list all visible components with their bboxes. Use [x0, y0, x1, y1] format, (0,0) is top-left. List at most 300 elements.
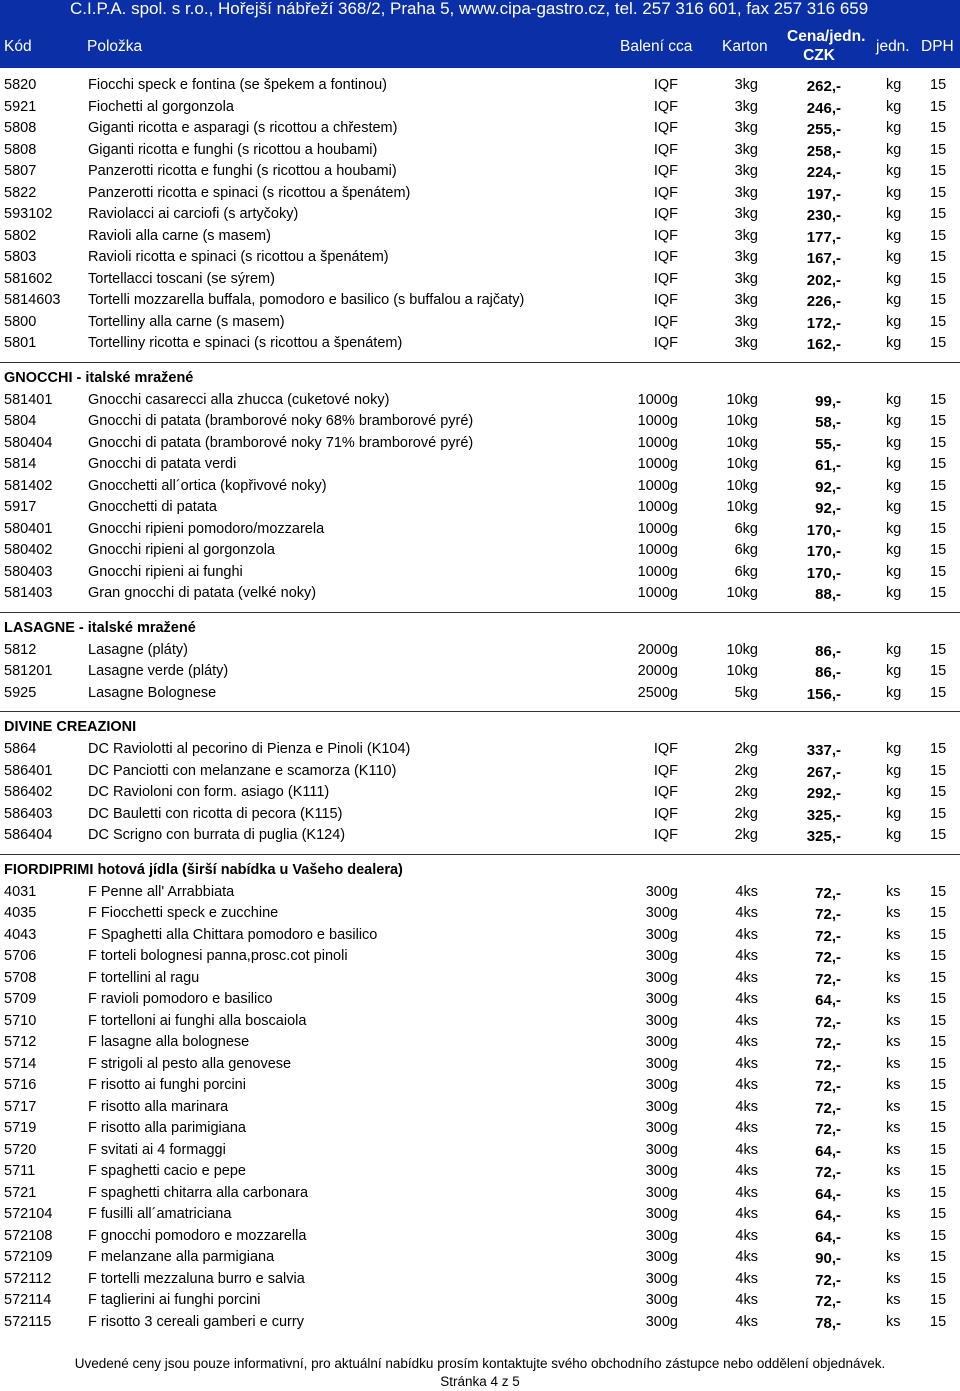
carton-size: 10kg — [726, 391, 758, 408]
carton-size: 4ks — [735, 1227, 758, 1244]
unit: ks — [886, 1098, 901, 1115]
carton-size: 4ks — [735, 1055, 758, 1072]
pack-size: IQF — [653, 741, 678, 757]
company-info: C.I.P.A. spol. s r.o., Hořejší nábřeží 368/2, Praha 5, www.cipa-gastro.cz, tel. 257 316 601, fax 257 316 659 — [70, 0, 869, 18]
pack-size: IQF — [653, 249, 678, 265]
carton-size: 10kg — [726, 585, 758, 601]
product-code: 593102 — [4, 206, 53, 222]
product-name: F Spaghetti alla Chittara pomodoro e basilico — [88, 926, 378, 943]
unit-price: 167,- — [806, 250, 841, 267]
pack-size: IQF — [653, 141, 678, 158]
pack-size: 300g — [645, 1034, 678, 1050]
unit: ks — [886, 1034, 901, 1050]
table-row — [0, 660, 960, 682]
product-code: 5720 — [4, 1141, 37, 1158]
table-row — [0, 475, 960, 497]
carton-size: 3kg — [734, 141, 758, 158]
unit: ks — [886, 905, 901, 921]
table-row — [0, 453, 960, 475]
vat-rate: 15 — [930, 98, 947, 115]
vat-rate: 15 — [930, 499, 947, 515]
carton-size: 2kg — [734, 762, 758, 779]
vat-rate: 15 — [930, 413, 947, 429]
column-header-unit: jedn. — [876, 38, 910, 55]
product-code: 5803 — [4, 249, 37, 265]
unit: kg — [886, 413, 902, 429]
product-code: 580403 — [4, 563, 53, 580]
table-row — [0, 1160, 960, 1182]
pack-size: IQF — [653, 784, 678, 800]
unit: kg — [886, 292, 902, 308]
table-row — [0, 881, 960, 903]
product-code: 572109 — [4, 1249, 53, 1265]
product-name: F risotto alla parimigiana — [88, 1120, 246, 1136]
pack-size: 1000g — [637, 413, 678, 429]
unit-price: 72,- — [815, 906, 841, 923]
unit: kg — [886, 456, 902, 472]
column-header-item: Položka — [87, 38, 143, 55]
product-code: 581401 — [4, 391, 53, 408]
carton-size: 3kg — [734, 77, 758, 93]
section-divider — [0, 362, 960, 363]
section — [0, 74, 960, 354]
pack-size: IQF — [653, 762, 678, 779]
table-row — [0, 1096, 960, 1118]
table-row — [0, 160, 960, 182]
unit: kg — [886, 585, 902, 601]
vat-rate: 15 — [930, 784, 947, 800]
carton-size: 10kg — [726, 413, 758, 429]
pack-size: 1000g — [637, 477, 678, 494]
carton-size: 3kg — [734, 313, 758, 330]
table-row — [0, 561, 960, 583]
vat-rate: 15 — [930, 827, 947, 843]
pack-size: 300g — [645, 905, 678, 921]
product-name: Panzerotti ricotta e funghi (s ricottou a houbami) — [88, 163, 397, 179]
product-name: F lasagne alla bolognese — [88, 1034, 250, 1050]
product-name: Fiochetti al gorgonzola — [88, 98, 234, 115]
product-name: Gnocchi casarecci alla zhucca (cuketové noky) — [88, 391, 390, 408]
vat-rate: 15 — [930, 1012, 947, 1029]
product-name: F tortelli mezzaluna burro e salvia — [88, 1270, 305, 1287]
vat-rate: 15 — [930, 77, 947, 93]
product-code: 5706 — [4, 948, 37, 964]
unit-price: 156,- — [806, 685, 841, 703]
pack-size: 1000g — [637, 542, 678, 558]
column-header-pack: Balení cca — [620, 38, 693, 55]
table-row — [0, 902, 960, 924]
product-name: Gnocchi ripieni pomodoro/mozzarela — [88, 520, 325, 537]
unit: ks — [886, 1206, 901, 1222]
product-name: F spaghetti cacio e pepe — [88, 1163, 246, 1179]
unit: kg — [886, 542, 902, 558]
table-row — [0, 182, 960, 204]
section — [0, 711, 960, 846]
carton-size: 4ks — [735, 1034, 758, 1050]
vat-rate: 15 — [930, 163, 947, 179]
table-row — [0, 1010, 960, 1032]
table-row — [0, 432, 960, 454]
section-title: FIORDIPRIMI hotová jídla (širší nabídka u Vašeho dealera) — [4, 861, 403, 878]
unit-price: 92,- — [815, 500, 841, 517]
unit-price: 72,- — [815, 1056, 841, 1074]
product-name: F svitati ai 4 formaggi — [88, 1141, 226, 1158]
vat-rate: 15 — [930, 313, 947, 330]
table-row — [0, 1031, 960, 1053]
unit: ks — [886, 1141, 901, 1158]
table-row — [0, 518, 960, 540]
table-row — [0, 639, 960, 661]
section-title: GNOCCHI - italské mražené — [4, 369, 194, 386]
unit: ks — [886, 1055, 901, 1072]
product-name: F risotto 3 cereali gamberi e curry — [88, 1313, 304, 1330]
unit-price: 162,- — [806, 336, 841, 353]
product-code: 5716 — [4, 1077, 37, 1093]
product-code: 572115 — [4, 1313, 52, 1330]
vat-rate: 15 — [930, 762, 947, 779]
product-name: DC Scrigno con burrata di puglia (K124) — [88, 827, 346, 843]
product-name: Tortelli mozzarella buffala, pomodoro e basilico (s buffalou a rajčaty) — [88, 292, 525, 308]
product-code: 5709 — [4, 991, 37, 1007]
vat-rate: 15 — [930, 1034, 947, 1050]
unit: kg — [886, 641, 902, 658]
vat-rate: 15 — [930, 1077, 947, 1093]
carton-size: 4ks — [735, 1313, 758, 1330]
product-code: 5801 — [4, 335, 37, 351]
product-name: F Penne all' Arrabbiata — [88, 883, 235, 900]
table-row — [0, 988, 960, 1010]
product-code: 586404 — [4, 827, 53, 843]
pack-size: 1000g — [637, 499, 678, 515]
unit: kg — [886, 499, 902, 515]
unit: kg — [886, 827, 902, 843]
table-row — [0, 1246, 960, 1268]
unit-price: 64,- — [815, 992, 841, 1009]
unit: ks — [886, 1184, 901, 1201]
product-name: Gnocchi di patata verdi — [88, 456, 237, 472]
unit-price: 170,- — [806, 543, 841, 560]
product-name: Ravioli alla carne (s masem) — [88, 227, 271, 244]
section-title: LASAGNE - italské mražené — [4, 619, 196, 636]
unit: kg — [886, 741, 902, 757]
product-name: Tortelliny ricotta e spinaci (s ricottou a špenátem) — [88, 335, 403, 351]
carton-size: 3kg — [734, 120, 758, 136]
pack-size: 300g — [645, 883, 678, 900]
carton-size: 4ks — [735, 1098, 758, 1115]
vat-rate: 15 — [930, 1120, 947, 1136]
product-name: F tortelloni ai funghi alla boscaiola — [88, 1012, 307, 1029]
product-name: Gnocchetti di patata — [88, 499, 217, 515]
table-row — [0, 410, 960, 432]
pack-size: 1000g — [637, 434, 678, 451]
product-code: 572112 — [4, 1270, 52, 1287]
unit: kg — [886, 762, 902, 779]
pack-size: 2000g — [637, 641, 678, 658]
pack-size: 300g — [645, 1184, 678, 1201]
unit-price: 86,- — [815, 664, 841, 681]
product-code: 5721 — [4, 1184, 37, 1201]
product-name: Tortelliny alla carne (s masem) — [88, 313, 285, 330]
table-row — [0, 1053, 960, 1075]
carton-size: 4ks — [735, 948, 758, 964]
product-code: 572108 — [4, 1227, 53, 1244]
product-code: 5814 — [4, 456, 37, 472]
unit: ks — [886, 1077, 901, 1093]
carton-size: 4ks — [735, 905, 758, 921]
footer-note: Uvedené ceny jsou pouze informativní, pro aktuální nabídku prosím kontaktujte svého obchodního zástupce nebo oddělení objednávek. — [74, 1356, 886, 1371]
unit-price: 170,- — [806, 521, 841, 539]
vat-rate: 15 — [930, 641, 947, 658]
product-code: 4031 — [4, 883, 37, 900]
table-row — [0, 74, 960, 96]
pack-size: IQF — [653, 227, 678, 244]
carton-size: 10kg — [726, 434, 758, 451]
unit-price: 99,- — [815, 392, 841, 410]
table-row — [0, 738, 960, 760]
vat-rate: 15 — [930, 542, 947, 558]
vat-rate: 15 — [930, 292, 947, 308]
vat-rate: 15 — [930, 456, 947, 472]
product-name: F spaghetti chitarra alla carbonara — [88, 1184, 309, 1201]
carton-size: 4ks — [735, 1141, 758, 1158]
product-code: 572104 — [4, 1206, 53, 1222]
vat-rate: 15 — [930, 883, 947, 900]
vat-rate: 15 — [930, 1163, 947, 1179]
carton-size: 2kg — [734, 784, 758, 800]
vat-rate: 15 — [930, 335, 947, 351]
vat-rate: 15 — [930, 905, 947, 921]
carton-size: 3kg — [734, 184, 758, 201]
unit-price: 64,- — [815, 1142, 841, 1160]
unit-price: 72,- — [815, 1078, 841, 1095]
product-code: 5717 — [4, 1098, 37, 1115]
unit-price: 258,- — [806, 142, 841, 160]
product-name: DC Bauletti con ricotta di pecora (K115) — [88, 805, 343, 822]
pack-size: IQF — [653, 805, 678, 822]
pack-size: 300g — [645, 1163, 678, 1179]
table-row — [0, 225, 960, 247]
product-name: F strigoli al pesto alla genovese — [88, 1055, 292, 1072]
table-row — [0, 311, 960, 333]
pack-size: 1000g — [637, 391, 678, 408]
column-header-code: Kód — [4, 38, 32, 55]
product-name: DC Raviolotti al pecorino di Pienza e Pinoli (K104) — [88, 741, 411, 757]
unit-price: 72,- — [815, 1035, 841, 1052]
unit-price: 170,- — [806, 564, 841, 582]
unit-price: 86,- — [815, 642, 841, 660]
unit: kg — [886, 434, 902, 451]
carton-size: 3kg — [734, 335, 758, 351]
carton-size: 2kg — [734, 805, 758, 822]
product-name: Lasagne verde (pláty) — [88, 663, 229, 679]
product-code: 5708 — [4, 969, 37, 986]
product-name: Giganti ricotta e asparagi (s ricottou a chřestem) — [88, 120, 398, 136]
unit-price: 72,- — [815, 1293, 841, 1310]
unit: kg — [886, 120, 902, 136]
product-name: Lasagne Bolognese — [88, 684, 217, 701]
vat-rate: 15 — [930, 585, 947, 601]
pack-size: 1000g — [637, 563, 678, 580]
product-code: 580401 — [4, 520, 53, 537]
vat-rate: 15 — [930, 1055, 947, 1072]
product-code: 5719 — [4, 1120, 37, 1136]
product-name: Tortellacci toscani (se sýrem) — [88, 270, 275, 287]
unit: kg — [886, 270, 902, 287]
unit: kg — [886, 784, 902, 800]
pack-size: 300g — [645, 948, 678, 964]
product-code: 5807 — [4, 163, 37, 179]
product-name: DC Ravioloni con form. asiago (K111) — [88, 784, 330, 800]
table-row — [0, 203, 960, 225]
product-name: F fusilli all´amatriciana — [88, 1206, 232, 1222]
pack-size: IQF — [653, 98, 678, 115]
product-name: Ravioli ricotta e spinaci (s ricottou a špenátem) — [88, 249, 389, 265]
vat-rate: 15 — [930, 926, 947, 943]
product-code: 5812 — [4, 641, 37, 658]
table-row — [0, 582, 960, 604]
unit-price: 78,- — [815, 1314, 841, 1332]
vat-rate: 15 — [930, 741, 947, 757]
table-row — [0, 1139, 960, 1161]
vat-rate: 15 — [930, 206, 947, 222]
column-header-price-line1: Cena/jedn. — [787, 28, 866, 45]
product-code: 581602 — [4, 270, 53, 287]
product-name: F taglierini ai funghi porcini — [88, 1292, 261, 1308]
pack-size: 300g — [645, 991, 678, 1007]
vat-rate: 15 — [930, 227, 947, 244]
carton-size: 4ks — [735, 1077, 758, 1093]
unit: kg — [886, 141, 902, 158]
column-header-vat: DPH — [921, 38, 954, 55]
unit: kg — [886, 249, 902, 265]
column-header-carton: Karton — [722, 38, 768, 55]
product-code: 581201 — [4, 663, 53, 679]
table-row — [0, 1289, 960, 1311]
pack-size: 300g — [645, 1098, 678, 1115]
table-row — [0, 781, 960, 803]
table-row — [0, 332, 960, 354]
table-row — [0, 289, 960, 311]
pack-size: 1000g — [637, 520, 678, 537]
unit: kg — [886, 184, 902, 201]
table-row — [0, 967, 960, 989]
unit: kg — [886, 227, 902, 244]
unit-price: 325,- — [806, 828, 841, 845]
unit-price: 64,- — [815, 1228, 841, 1246]
product-name: Giganti ricotta e funghi (s ricottou a houbami) — [88, 141, 378, 158]
carton-size: 4ks — [735, 1270, 758, 1287]
product-name: F melanzane alla parmigiana — [88, 1249, 275, 1265]
unit: kg — [886, 313, 902, 330]
vat-rate: 15 — [930, 270, 947, 287]
pack-size: 2500g — [637, 684, 678, 701]
unit-price: 58,- — [815, 414, 841, 431]
carton-size: 4ks — [735, 1206, 758, 1222]
unit: kg — [886, 563, 902, 580]
unit-price: 172,- — [806, 314, 841, 332]
unit-price: 226,- — [806, 293, 841, 310]
unit-price: 325,- — [806, 806, 841, 824]
vat-rate: 15 — [930, 805, 947, 822]
pack-size: 300g — [645, 1270, 678, 1287]
unit-price: 72,- — [815, 970, 841, 988]
product-code: 5710 — [4, 1012, 37, 1029]
unit: kg — [886, 163, 902, 179]
carton-size: 6kg — [734, 520, 758, 537]
vat-rate: 15 — [930, 684, 947, 701]
carton-size: 10kg — [726, 499, 758, 515]
unit: ks — [886, 1012, 901, 1029]
pack-size: 1000g — [637, 456, 678, 472]
unit-price: 246,- — [806, 99, 841, 117]
vat-rate: 15 — [930, 477, 947, 494]
carton-size: 10kg — [726, 663, 758, 679]
product-code: 580404 — [4, 434, 53, 451]
product-code: 4043 — [4, 926, 37, 943]
table-row — [0, 1203, 960, 1225]
unit: kg — [886, 520, 902, 537]
unit: ks — [886, 883, 901, 900]
unit-price: 177,- — [806, 228, 841, 246]
carton-size: 6kg — [734, 542, 758, 558]
unit-price: 64,- — [815, 1207, 841, 1224]
unit: kg — [886, 77, 902, 93]
pack-size: 300g — [645, 1012, 678, 1029]
section-title: DIVINE CREAZIONI — [4, 719, 137, 735]
unit: ks — [886, 1313, 901, 1330]
product-code: 5808 — [4, 120, 37, 136]
unit: ks — [886, 969, 901, 986]
product-code: 581403 — [4, 585, 53, 601]
unit: ks — [886, 1249, 901, 1265]
page-number: Stránka 4 z 5 — [440, 1374, 520, 1389]
carton-size: 10kg — [726, 477, 758, 494]
vat-rate: 15 — [930, 1184, 947, 1201]
unit-price: 72,- — [815, 1271, 841, 1289]
carton-size: 10kg — [726, 641, 758, 658]
page-footer — [0, 1355, 960, 1391]
pack-size: 300g — [645, 1249, 678, 1265]
table-row — [0, 1311, 960, 1333]
vat-rate: 15 — [930, 249, 947, 265]
carton-size: 5kg — [734, 684, 758, 701]
pack-size: IQF — [653, 270, 678, 287]
table-row — [0, 1074, 960, 1096]
product-code: 4035 — [4, 905, 37, 921]
vat-rate: 15 — [930, 1227, 947, 1244]
product-code: 5711 — [4, 1163, 36, 1179]
product-name: Gnocchi di patata (bramborové noky 71% bramborové pyré) — [88, 434, 474, 451]
table-row — [0, 682, 960, 704]
table-row — [0, 268, 960, 290]
unit-price: 292,- — [806, 785, 841, 802]
table-row — [0, 389, 960, 411]
unit: kg — [886, 335, 902, 351]
product-code: 5802 — [4, 227, 37, 244]
table-row — [0, 924, 960, 946]
pack-size: IQF — [653, 206, 678, 222]
vat-rate: 15 — [930, 391, 947, 408]
vat-rate: 15 — [930, 1098, 947, 1115]
unit-price: 88,- — [815, 586, 841, 603]
product-name: Gnocchi ripieni al gorgonzola — [88, 542, 275, 558]
unit-price: 230,- — [806, 207, 841, 224]
pack-size: 1000g — [637, 585, 678, 601]
carton-size: 4ks — [735, 969, 758, 986]
table-row — [0, 1117, 960, 1139]
pack-size: IQF — [653, 163, 678, 179]
product-name: F ravioli pomodoro e basilico — [88, 991, 273, 1007]
